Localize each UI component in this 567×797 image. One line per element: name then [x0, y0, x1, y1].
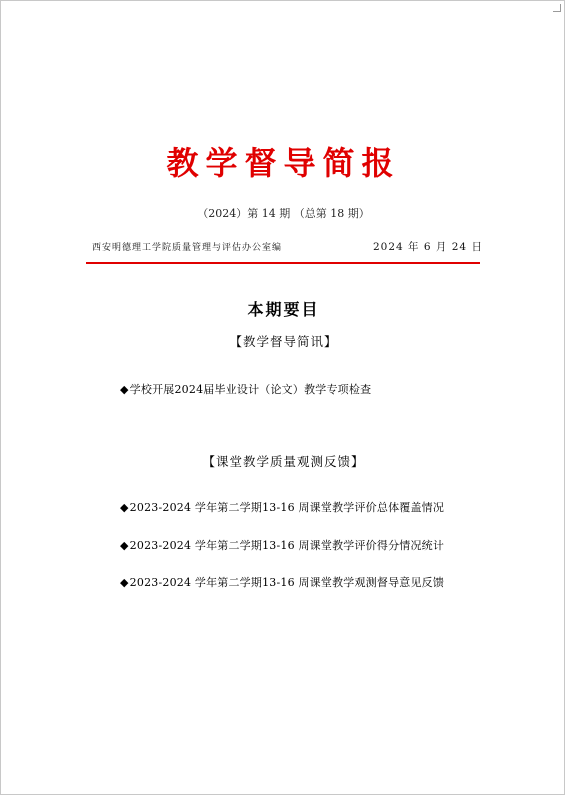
toc-item	[120, 574, 444, 590]
diamond-bullet-icon: ◆	[120, 539, 129, 552]
toc-item-text: 2023-2024 学年第二学期13-16 周课堂教学评价得分情况统计	[129, 539, 445, 552]
diamond-bullet-icon: ◆	[120, 383, 129, 396]
issue-number: （2024）第 14 期 （总第 18 期）	[197, 207, 370, 220]
section-heading-feedback: 【课堂教学质量观测反馈】	[202, 454, 365, 469]
toc-item	[120, 537, 444, 553]
page-corner-mark	[553, 4, 561, 12]
toc-item-text: 2023-2024 学年第二学期13-16 周课堂教学观测督导意见反馈	[129, 576, 445, 589]
toc-item	[120, 381, 371, 397]
bulletin-title: 教学督导简报	[166, 144, 401, 182]
toc-item-text: 学校开展2024届毕业设计（论文）教学专项检查	[129, 383, 372, 396]
diamond-bullet-icon: ◆	[120, 501, 129, 514]
header-divider	[86, 262, 480, 264]
toc-title: 本期要目	[247, 300, 320, 319]
section-heading-briefing: 【教学督导简讯】	[229, 334, 338, 349]
toc-item-text: 2023-2024 学年第二学期13-16 周课堂教学评价总体覆盖情况	[129, 501, 445, 514]
issue-date: 2024 年 6 月 24 日	[373, 241, 483, 253]
toc-item	[120, 499, 444, 515]
diamond-bullet-icon: ◆	[120, 576, 129, 589]
issuing-office: 西安明德理工学院质量管理与评估办公室编	[92, 243, 283, 253]
